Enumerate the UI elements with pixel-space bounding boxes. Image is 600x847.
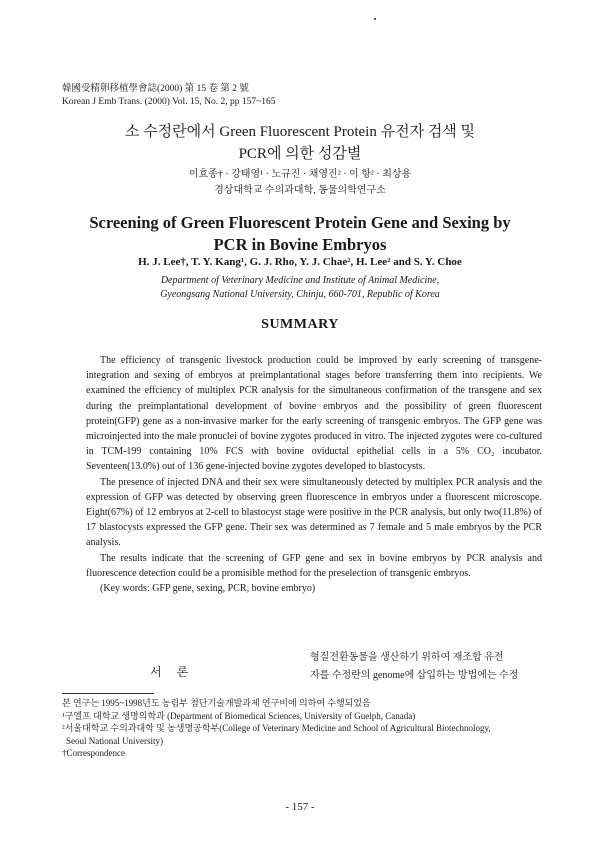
korean-title xyxy=(0,121,600,165)
english-affiliation xyxy=(0,274,600,302)
footnotes xyxy=(62,697,552,760)
journal-line-korean: 韓國受精卵移植學會誌(2000) 第 15 卷 第 2 號 xyxy=(62,84,249,94)
keywords: (Key words: GFP gene, sexing, PCR, bovine embryo) xyxy=(100,583,316,595)
footnote-divider xyxy=(62,693,154,694)
journal-header xyxy=(62,83,276,109)
abstract-paragraph-3: The results indicate that the screening of GFP gene and sex in bovine embryos by PCR analysis and fluorescence detection could be a promisible method for the preselection of transgenic embryos. xyxy=(86,552,542,579)
journal-line-english: Korean J Emb Trans. (2000) Vol. 15, No. 2, pp 157~165 xyxy=(62,97,276,107)
intro-line2: 자를 수정란의 genome에 삽입하는 방법에는 수정 xyxy=(310,670,519,681)
section-heading-introduction: 서 론 xyxy=(150,665,195,679)
korean-authors xyxy=(0,167,600,199)
english-title xyxy=(0,212,600,256)
summary-heading: SUMMARY xyxy=(261,317,339,332)
introduction-text xyxy=(310,649,544,685)
affiliation-line2: Gyeongsang National University, Chinju, 660-701, Republic of Korea xyxy=(160,289,440,300)
korean-title-line2: PCR에 의한 성감별 xyxy=(238,146,362,162)
abstract-paragraph-2: The presence of injected DNA and their sex were simultaneously detected by multiplex PCR analysis and the expression of GFP was detected by observing green fluorescence in embryos under a fluorescent microscope. Eight(67%) of 12 embryos at 2-cell to blastocyst stage were positive in the PCR analysis, but only two(11.8%) of 17 blastocysts expressed the GFP gene. Their sex was determined as 7 female and 5 male embryos by the PCR analysis. xyxy=(86,476,542,549)
korean-author-names: 이효종† · 강태영¹ · 노규진 · 채영진² · 이 항² · 최상용 xyxy=(188,169,412,180)
korean-title-line1: 소 수정란에서 Green Fluorescent Protein 유전자 검색 및 xyxy=(124,124,476,140)
abstract-paragraph-1: The efficiency of transgenic livestock production could be improved by early screening of transgene-integration and sexing of embryos at preimplantational stages before transferring them into recipients. We examined the effciency of multiplex PCR analysis for the simultaneous confirmation of the transgene and sex during the preimplantational development of bovine embryos and the possibility of green fluorescent protein(GFP) gene as a non-invasive marker for the early screening of transgenic embryos. The GFP gene was microinjected into the male pronuclei of bovine zygotes produced in vitro. The injected zygotes were co-cultured in TCM-199 containing 10% FCS with bovine oviductal epithelial cells in a 5% CO₂ incubator. Seventeen(13.0%) out of 136 gene-injected bovine zygotes developed to blastocysts. xyxy=(86,355,542,473)
page-number: - 157 - xyxy=(285,801,315,813)
english-title-line2: PCR in Bovine Embryos xyxy=(213,235,387,254)
intro-line1: 형질전환동물을 생산하기 위하여 재조합 유전 xyxy=(310,652,504,663)
footnote-guelph: ¹구엘프 대학교 생명의학과 (Department of Biomedical Sciences, University of Guelph, Canada) xyxy=(62,710,416,721)
footnote-snu-cont: Seoul National University) xyxy=(66,735,163,746)
korean-affiliation: 경상대학교 수의과대학, 동물의학연구소 xyxy=(214,185,386,196)
affiliation-line1: Department of Veterinary Medicine and Institute of Animal Medicine, xyxy=(160,275,440,286)
speck xyxy=(374,18,376,20)
footnote-snu: ²서울대학교 수의과대학 및 농생명공학부(College of Veterinary Medicine and School of Agricultural Biotechnology, xyxy=(62,723,491,733)
footnote-funding: 본 연구는 1995~1998년도 농림부 첨단기술개발과제 연구비에 의하여 수행되었음 xyxy=(62,698,371,708)
abstract xyxy=(86,353,542,596)
footnote-correspondence: †Correspondence xyxy=(62,748,125,758)
english-authors: H. J. Lee†, T. Y. Kang¹, G. J. Rho, Y. J. Chae², H. Lee² and S. Y. Choe xyxy=(138,256,462,268)
english-title-line1: Screening of Green Fluorescent Protein Gene and Sexing by xyxy=(89,213,511,232)
